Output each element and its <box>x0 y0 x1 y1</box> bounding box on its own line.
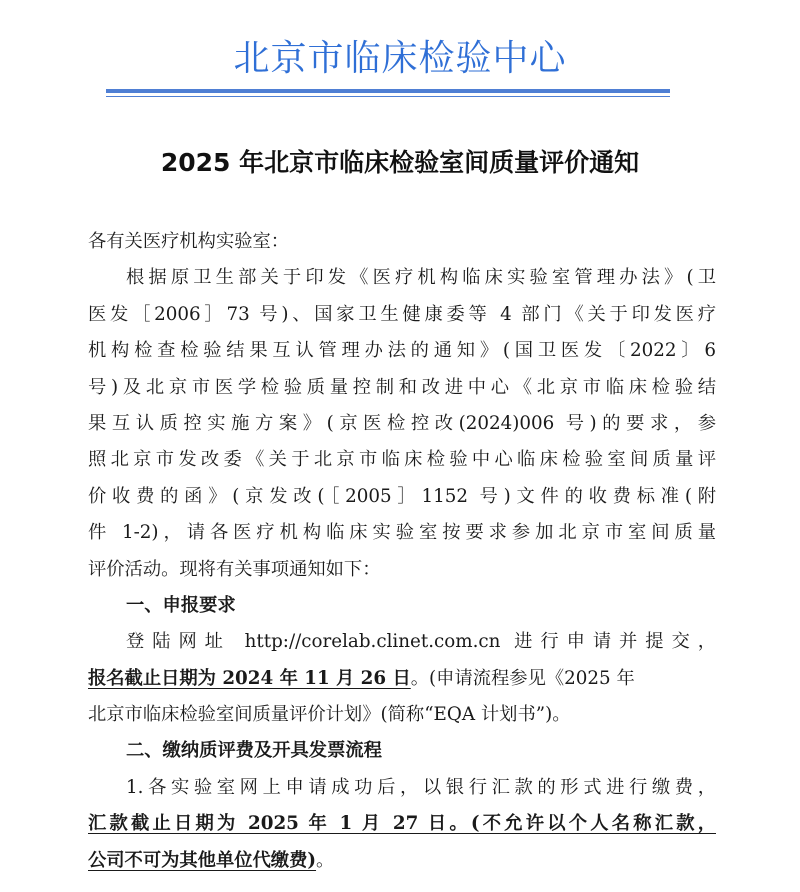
intro-line-2: 医发［2006］73 号)、国家卫生健康委等 4 部门《关于印发医疗 <box>88 303 716 325</box>
section-2-line-1: 1.各实验室网上申请成功后，以银行汇款的形式进行缴费， <box>126 776 716 798</box>
section-1-line-2-rest: 。(申请流程参见《2025 年 <box>410 667 635 689</box>
payment-rule: 公司不可为其他单位代缴费) <box>88 849 317 871</box>
salutation: 各有关医疗机构实验室： <box>88 231 290 252</box>
intro-line-4: 号)及北京市医学检验质量控制和改进中心《北京市临床检验结 <box>88 376 716 398</box>
section-1-line-1: 登陆网址 http://corelab.clinet.com.cn 进行申请并提交， <box>126 631 716 653</box>
document-body <box>88 224 716 879</box>
intro-line-3: 机构检查检验结果互认管理办法的通知》(国卫医发〔2022〕6 <box>88 340 716 362</box>
intro-line-8: 件 1-2)，请各医疗机构临床实验室按要求参加北京市室间质量 <box>88 522 716 544</box>
section-2-line-3 <box>88 843 716 879</box>
section-1-line-3: 北京市临床检验室间质量评价计划》(简称“EQA 计划书”)。 <box>88 704 571 726</box>
registration-deadline: 报名截止日期为 2024 年 11 月 26 日 <box>88 667 411 689</box>
intro-line-6: 照北京市发改委《关于北京市临床检验中心临床检验室间质量评 <box>88 449 716 471</box>
org-name-header: 北京市临床检验中心 <box>233 38 567 79</box>
section-2-line-3-tail: 。 <box>316 849 335 871</box>
header-rule-thin <box>106 96 670 97</box>
header-rule-thick <box>106 89 670 93</box>
intro-line-9: 评价活动。现将有关事项通知如下： <box>88 558 381 580</box>
intro-line-5: 果互认质控实施方案》(京医检控改(2024)006 号)的要求，参 <box>88 412 716 434</box>
intro-line-7: 价收费的函》(京发改(［2005］1152 号)文件的收费标准(附 <box>88 485 716 507</box>
section-1-heading: 一、申报要求 <box>126 594 236 616</box>
intro-line-1: 根据原卫生部关于印发《医疗机构临床实验室管理办法》(卫 <box>126 267 716 289</box>
payment-deadline: 汇款截止日期为 2025 年 1 月 27 日。(不允许以个人名称汇款， <box>88 813 716 835</box>
section-1-line-2 <box>88 661 716 697</box>
document-title: 2025 年北京市临床检验室间质量评价通知 <box>160 148 640 177</box>
section-2-heading: 二、缴纳质评费及开具发票流程 <box>126 740 382 762</box>
